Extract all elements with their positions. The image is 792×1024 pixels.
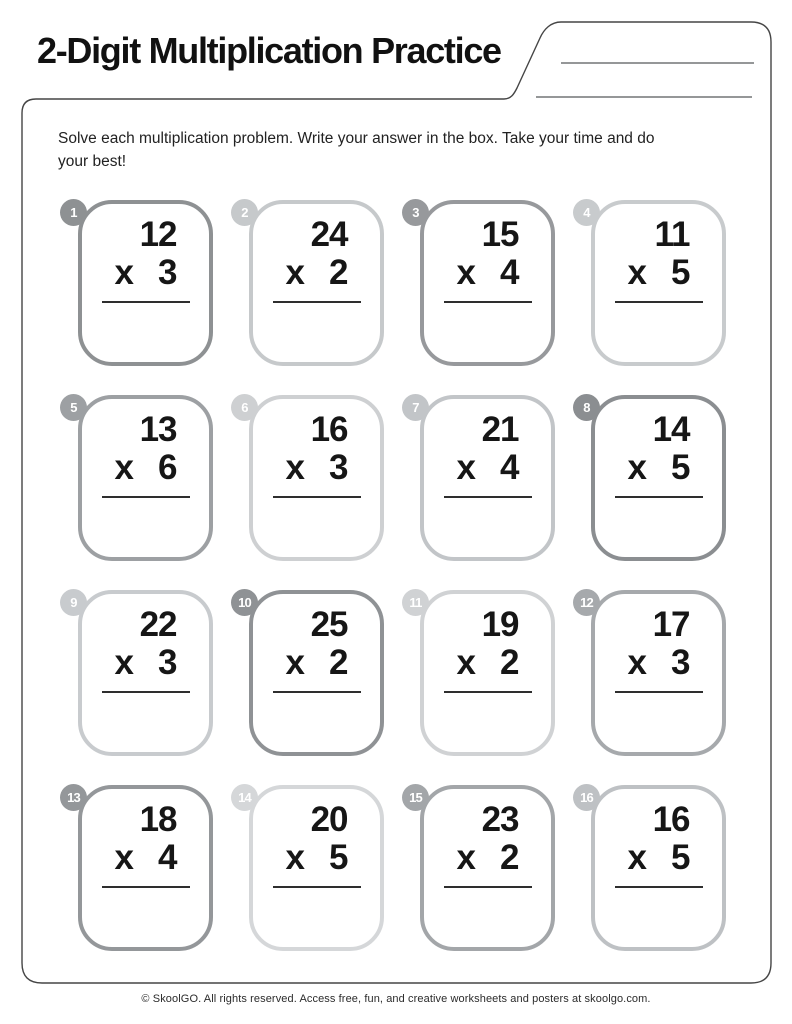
- multiplier-row: [115, 839, 177, 877]
- problem-cell: [583, 395, 726, 561]
- multiplier-row: [286, 449, 348, 487]
- multiplicand: 15: [481, 215, 519, 254]
- multiplier-row: [286, 839, 348, 877]
- problem-number-badge: 5: [60, 394, 87, 421]
- multiply-sign: x: [285, 838, 304, 877]
- problem-number-badge: 13: [60, 784, 87, 811]
- multiply-sign: x: [456, 448, 475, 487]
- problem-number-badge: 7: [402, 394, 429, 421]
- problem-number-badge: 12: [573, 589, 600, 616]
- problem-number-badge: 10: [231, 589, 258, 616]
- problem-card: [420, 785, 555, 951]
- multiplier: 4: [158, 838, 177, 877]
- multiply-sign: x: [456, 643, 475, 682]
- problem-card: [420, 200, 555, 366]
- multiplicand: 24: [310, 215, 348, 254]
- multiplier: 5: [671, 448, 690, 487]
- problem-stack: [615, 801, 703, 928]
- multiplicand: 16: [652, 800, 690, 839]
- problem-stack: [273, 411, 361, 538]
- multiplier-row: [115, 644, 177, 682]
- problem-stack: [444, 216, 532, 343]
- multiplier: 3: [158, 253, 177, 292]
- answer-space: [102, 303, 190, 343]
- problem-stack: [102, 801, 190, 928]
- problem-card: [591, 785, 726, 951]
- problem-stack: [444, 801, 532, 928]
- multiply-sign: x: [285, 253, 304, 292]
- multiply-sign: x: [285, 643, 304, 682]
- multiply-sign: x: [114, 643, 133, 682]
- problem-card: [249, 785, 384, 951]
- problem-stack: [444, 411, 532, 538]
- problem-card: [78, 395, 213, 561]
- multiply-sign: x: [627, 643, 646, 682]
- problem-number-badge: 8: [573, 394, 600, 421]
- answer-space: [102, 498, 190, 538]
- problem-stack: [615, 216, 703, 343]
- multiplicand: 17: [652, 605, 690, 644]
- footer-copyright: © SkoolGO. All rights reserved. Access free, fun, and creative worksheets and posters at skoolgo.com.: [141, 993, 651, 1005]
- multiplier: 2: [329, 643, 348, 682]
- multiplier-row: [115, 449, 177, 487]
- instructions-line-2: your best!: [58, 153, 127, 170]
- multiplicand: 12: [139, 215, 177, 254]
- problem-number-badge: 3: [402, 199, 429, 226]
- multiplier-row: [457, 254, 519, 292]
- problem-number-badge: 2: [231, 199, 258, 226]
- answer-space: [273, 888, 361, 928]
- problem-card: [420, 395, 555, 561]
- answer-space: [615, 498, 703, 538]
- problem-card: [420, 590, 555, 756]
- answer-space: [273, 303, 361, 343]
- multiplier-row: [457, 839, 519, 877]
- answer-space: [615, 888, 703, 928]
- problem-cell: [241, 200, 384, 366]
- multiplier-row: [286, 254, 348, 292]
- multiplier-row: [457, 449, 519, 487]
- multiplicand: 25: [310, 605, 348, 644]
- problem-stack: [273, 606, 361, 733]
- problem-cell: [70, 590, 213, 756]
- problem-stack: [444, 606, 532, 733]
- multiply-sign: x: [285, 448, 304, 487]
- multiplicand: 19: [481, 605, 519, 644]
- multiplicand: 11: [654, 215, 690, 254]
- problem-card: [78, 200, 213, 366]
- problem-number-badge: 14: [231, 784, 258, 811]
- problem-card: [591, 200, 726, 366]
- multiplier: 3: [329, 448, 348, 487]
- problem-number-badge: 15: [402, 784, 429, 811]
- answer-space: [102, 888, 190, 928]
- multiplier: 3: [158, 643, 177, 682]
- problem-card: [78, 590, 213, 756]
- multiplier: 6: [158, 448, 177, 487]
- problem-stack: [102, 216, 190, 343]
- problem-cell: [238, 785, 384, 951]
- problem-cell: [583, 200, 726, 366]
- problem-cell: [238, 590, 384, 756]
- multiply-sign: x: [627, 253, 646, 292]
- multiply-sign: x: [627, 448, 646, 487]
- problem-cell: [409, 590, 555, 756]
- problem-card: [78, 785, 213, 951]
- answer-space: [102, 693, 190, 733]
- multiplier-row: [115, 254, 177, 292]
- multiplier: 4: [500, 448, 519, 487]
- multiplicand: 18: [139, 800, 177, 839]
- problem-number-badge: 9: [60, 589, 87, 616]
- multiplier-row: [457, 644, 519, 682]
- instructions-text: [58, 127, 654, 173]
- multiplier-row: [628, 254, 690, 292]
- answer-space: [273, 693, 361, 733]
- multiplier: 2: [500, 838, 519, 877]
- multiplicand: 22: [139, 605, 177, 644]
- problem-cell: [70, 395, 213, 561]
- multiplier: 4: [500, 253, 519, 292]
- problem-number-badge: 11: [402, 589, 429, 616]
- multiplier: 3: [671, 643, 690, 682]
- multiply-sign: x: [114, 448, 133, 487]
- problem-cell: [580, 590, 726, 756]
- problem-number-badge: 6: [231, 394, 258, 421]
- answer-space: [615, 693, 703, 733]
- problem-stack: [102, 411, 190, 538]
- answer-space: [444, 498, 532, 538]
- multiply-sign: x: [114, 838, 133, 877]
- problem-cell: [241, 395, 384, 561]
- answer-space: [273, 498, 361, 538]
- multiply-sign: x: [627, 838, 646, 877]
- problem-card: [249, 590, 384, 756]
- multiply-sign: x: [456, 838, 475, 877]
- multiplier: 5: [329, 838, 348, 877]
- problem-card: [591, 395, 726, 561]
- problem-card: [591, 590, 726, 756]
- problem-cell: [412, 200, 555, 366]
- multiplicand: 21: [481, 410, 519, 449]
- multiplier-row: [286, 644, 348, 682]
- problem-cell: [67, 785, 213, 951]
- instructions-line-1: Solve each multiplication problem. Write your answer in the box. Take your time and do: [58, 130, 655, 147]
- page-title: 2-Digit Multiplication Practice: [37, 30, 501, 71]
- multiply-sign: x: [114, 253, 133, 292]
- problem-number-badge: 1: [60, 199, 87, 226]
- multiplier-row: [628, 644, 690, 682]
- problem-stack: [273, 801, 361, 928]
- multiplier-row: [628, 449, 690, 487]
- problem-card: [249, 395, 384, 561]
- multiplicand: 16: [310, 410, 348, 449]
- problem-stack: [273, 216, 361, 343]
- answer-space: [444, 888, 532, 928]
- problem-stack: [615, 411, 703, 538]
- multiplier: 2: [500, 643, 519, 682]
- multiplicand: 14: [652, 410, 690, 449]
- multiplier: 2: [329, 253, 348, 292]
- problem-stack: [615, 606, 703, 733]
- problem-cell: [580, 785, 726, 951]
- multiplicand: 23: [481, 800, 519, 839]
- answer-space: [615, 303, 703, 343]
- problem-card: [249, 200, 384, 366]
- problem-cell: [70, 200, 213, 366]
- problems-grid: [67, 200, 726, 951]
- multiplier-row: [628, 839, 690, 877]
- problem-number-badge: 16: [573, 784, 600, 811]
- multiplicand: 20: [310, 800, 348, 839]
- problem-cell: [409, 785, 555, 951]
- multiplier: 5: [671, 253, 690, 292]
- multiplier: 5: [671, 838, 690, 877]
- answer-space: [444, 693, 532, 733]
- problem-cell: [412, 395, 555, 561]
- multiply-sign: x: [456, 253, 475, 292]
- multiplicand: 13: [139, 410, 177, 449]
- problem-stack: [102, 606, 190, 733]
- problem-number-badge: 4: [573, 199, 600, 226]
- answer-space: [444, 303, 532, 343]
